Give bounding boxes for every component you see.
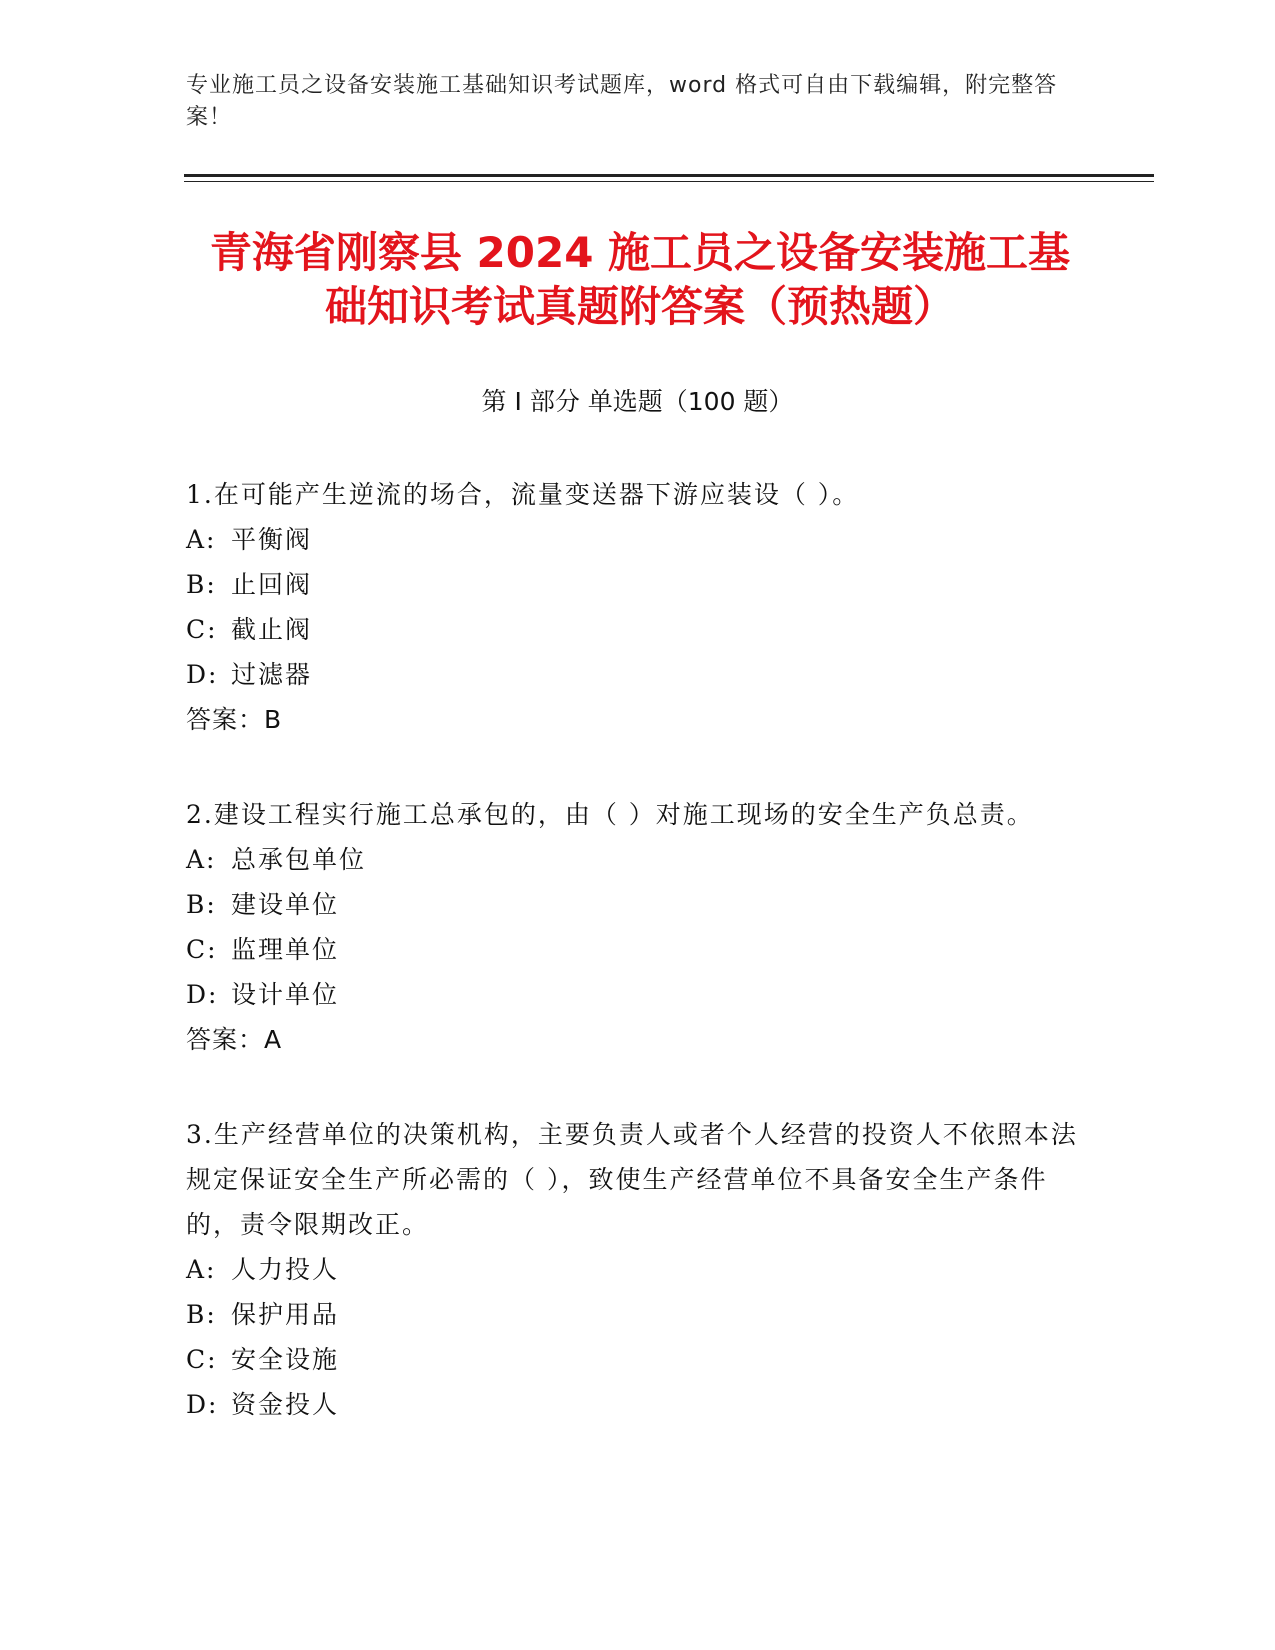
option-b bbox=[186, 562, 1086, 607]
answer-line: 答案：A bbox=[186, 1025, 283, 1054]
option-letter: C: bbox=[186, 935, 218, 964]
option-text: 人力投人 bbox=[231, 1255, 340, 1284]
option-letter: D: bbox=[186, 980, 219, 1009]
document-title-line-1: 青海省刚察县 2024 施工员之设备安装施工基 bbox=[209, 228, 1071, 277]
document-title bbox=[160, 226, 1120, 334]
document-title-line-2: 础知识考试真题附答案（预热题） bbox=[324, 282, 955, 331]
option-letter: C: bbox=[186, 615, 218, 644]
option-letter: B: bbox=[186, 1300, 217, 1329]
option-text: 过滤器 bbox=[231, 660, 313, 689]
question-2 bbox=[186, 792, 1086, 1062]
option-d bbox=[186, 1382, 1086, 1427]
question-stem: 3.生产经营单位的决策机构，主要负责人或者个人经营的投资人不依照本法规定保证安全生产所必需的（ ），致使生产经营单位不具备安全生产条件的，责令限期改正。 bbox=[186, 1120, 1078, 1239]
option-text: 资金投人 bbox=[231, 1390, 340, 1419]
header-divider-thin bbox=[184, 181, 1154, 182]
option-text: 总承包单位 bbox=[231, 845, 367, 874]
option-text: 保护用品 bbox=[231, 1300, 340, 1329]
option-d bbox=[186, 972, 1086, 1017]
option-b bbox=[186, 882, 1086, 927]
question-1 bbox=[186, 472, 1086, 742]
option-c bbox=[186, 1337, 1086, 1382]
answer-line: 答案：B bbox=[186, 705, 283, 734]
header-divider-thick bbox=[184, 174, 1154, 177]
header-note: 专业施工员之设备安装施工基础知识考试题库，word 格式可自由下载编辑，附完整答案！ bbox=[186, 73, 1058, 130]
option-text: 安全设施 bbox=[231, 1345, 340, 1374]
question-3 bbox=[186, 1112, 1086, 1427]
option-text: 止回阀 bbox=[231, 570, 313, 599]
option-text: 建设单位 bbox=[231, 890, 340, 919]
option-b bbox=[186, 1292, 1086, 1337]
option-c bbox=[186, 927, 1086, 972]
option-letter: D: bbox=[186, 1390, 219, 1419]
option-letter: A: bbox=[186, 525, 217, 554]
option-letter: B: bbox=[186, 570, 217, 599]
option-c bbox=[186, 607, 1086, 652]
option-letter: C: bbox=[186, 1345, 218, 1374]
option-text: 平衡阀 bbox=[231, 525, 313, 554]
option-letter: B: bbox=[186, 890, 217, 919]
option-a bbox=[186, 1247, 1086, 1292]
question-list bbox=[186, 472, 1086, 1477]
option-letter: D: bbox=[186, 660, 219, 689]
option-text: 设计单位 bbox=[231, 980, 340, 1009]
option-text: 监理单位 bbox=[231, 935, 340, 964]
option-letter: A: bbox=[186, 845, 217, 874]
question-stem: 1.在可能产生逆流的场合，流量变送器下游应装设（ ）。 bbox=[186, 480, 860, 509]
option-a bbox=[186, 517, 1086, 562]
option-a bbox=[186, 837, 1086, 882]
question-stem: 2.建设工程实行施工总承包的，由（ ）对施工现场的安全生产负总责。 bbox=[186, 800, 1034, 829]
option-d bbox=[186, 652, 1086, 697]
option-letter: A: bbox=[186, 1255, 217, 1284]
option-text: 截止阀 bbox=[231, 615, 313, 644]
section-heading: 第 I 部分 单选题（100 题） bbox=[481, 387, 794, 416]
